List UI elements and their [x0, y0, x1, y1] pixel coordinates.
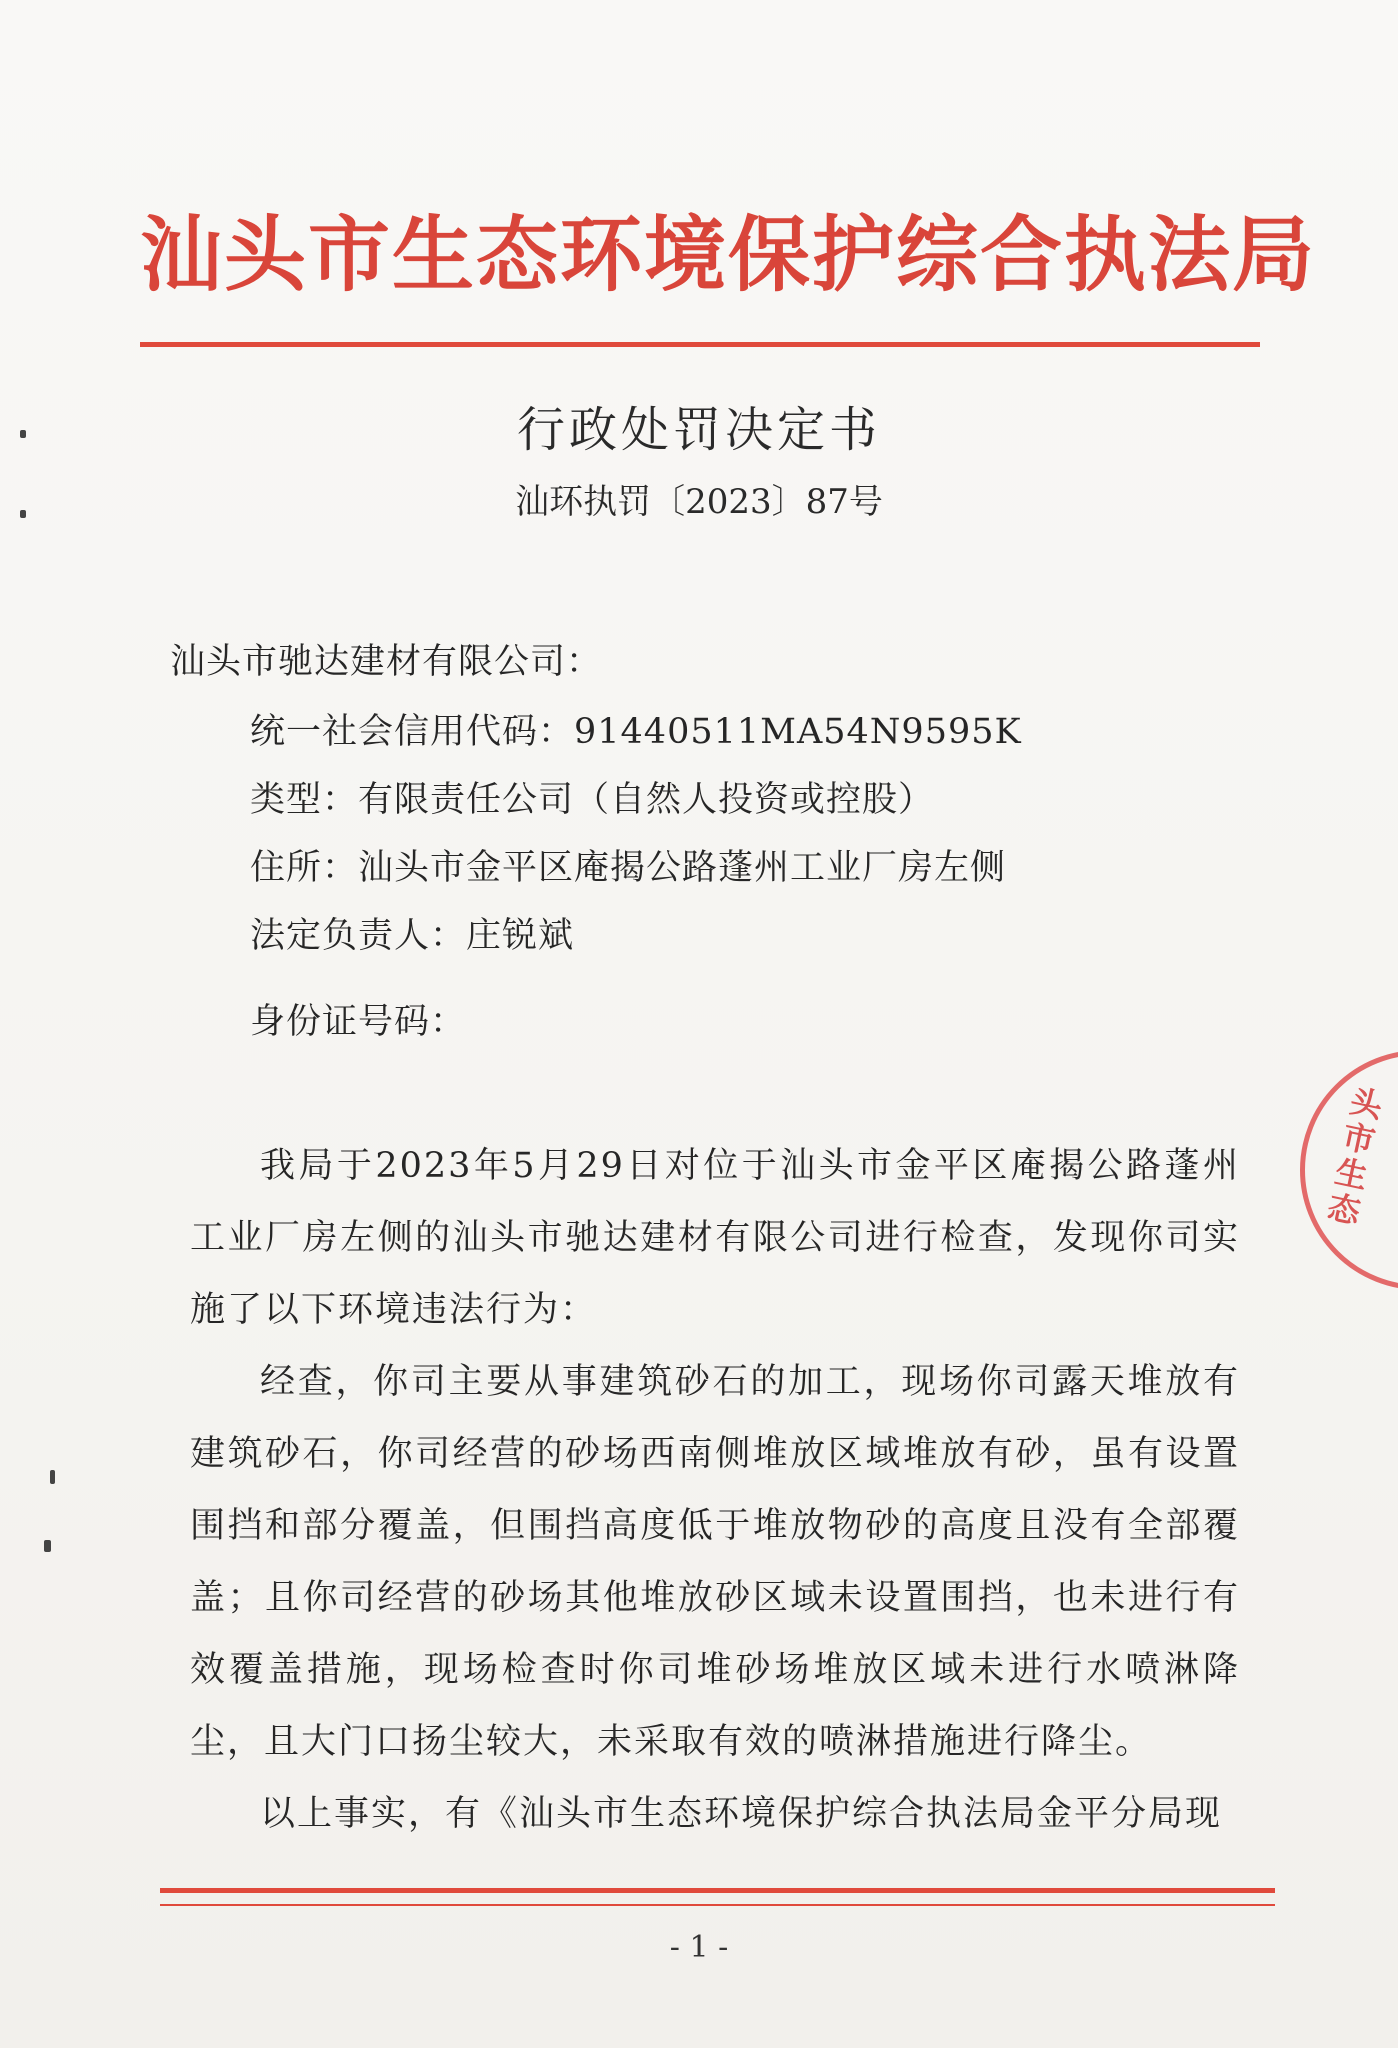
scan-mark	[50, 1470, 55, 1484]
document-number: 汕环执罚〔2023〕87号	[515, 482, 883, 522]
header-red-rule	[140, 342, 1260, 347]
recipient-name: 汕头市驰达建材有限公司：	[170, 642, 603, 682]
footer-red-rule	[160, 1888, 1275, 1893]
id-number: 身份证号码：	[250, 1002, 467, 1042]
scan-mark	[44, 1540, 51, 1552]
company-address: 住所：汕头市金平区庵揭公路蓬州工业厂房左侧	[250, 848, 1007, 888]
company-type: 类型：有限责任公司（自然人投资或控股）	[250, 780, 935, 820]
paragraph-inspection: 我局于2023年5月29日对位于汕头市金平区庵揭公路蓬州工业厂房左侧的汕头市驰达建材有限公司进行检查，发现你司实施了以下环境违法行为：	[190, 1146, 1240, 1330]
paragraph-findings: 经查，你司主要从事建筑砂石的加工，现场你司露天堆放有建筑砂石，你司经营的砂场西南侧堆放区域堆放有砂，虽有设置围挡和部分覆盖，但围挡高度低于堆放物砂的高度且没有全部覆盖；且你司经营的砂场其他堆放砂区域未设置围挡，也未进行有效覆盖措施，现场检查时你司堆砂场堆放区域未进行水喷淋降尘，且大门口扬尘较大，未采取有效的喷淋措施进行降尘。	[190, 1362, 1240, 1762]
organization-header: 汕头市生态环境保护综合执法局	[140, 207, 1317, 303]
credit-code: 统一社会信用代码：91440511MA54N9595K	[250, 712, 1022, 752]
paragraph-evidence: 以上事实，有《汕头市生态环境保护综合执法局金平分局现	[260, 1794, 1223, 1834]
seal-text: 头市生态	[1319, 1082, 1387, 1232]
document-title: 行政处罚决定书	[516, 402, 881, 458]
scan-mark	[20, 510, 26, 518]
legal-representative: 法定负责人：庄锐斌	[250, 916, 575, 956]
page-number: - 1 -	[669, 1930, 729, 1965]
footer-red-rule-thin	[160, 1904, 1275, 1906]
scan-mark	[20, 430, 26, 438]
